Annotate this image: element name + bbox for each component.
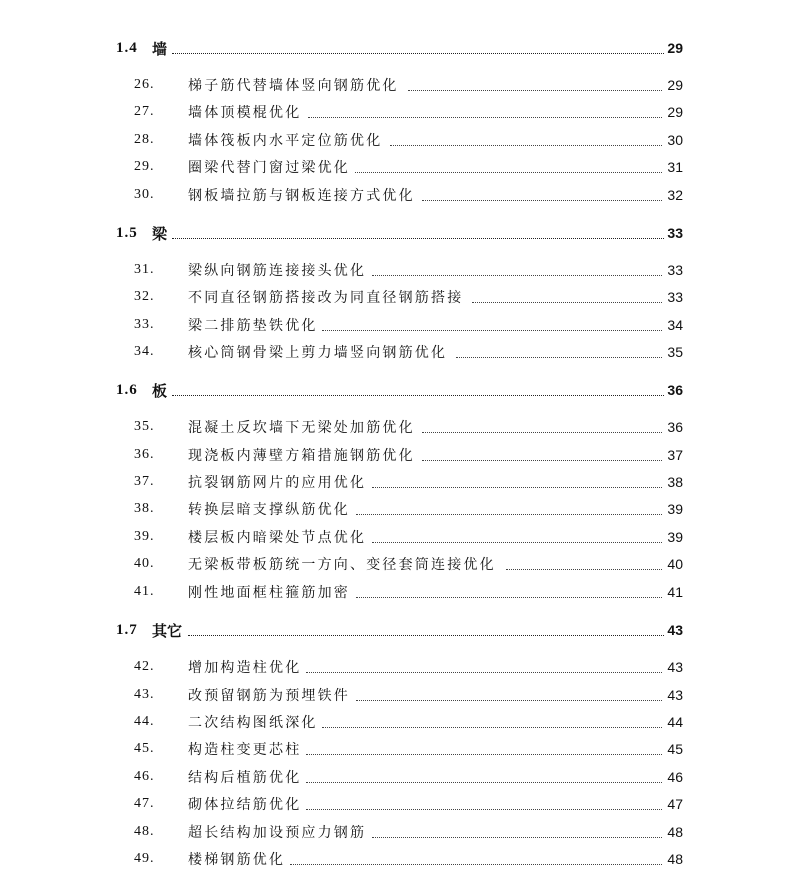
entry-number: 30. xyxy=(134,187,155,202)
dot-leader xyxy=(308,107,662,118)
toc-section-1-5[interactable] xyxy=(0,222,803,244)
section-title: 板 xyxy=(152,381,168,400)
dot-leader xyxy=(422,450,662,461)
entry-page-number: 40 xyxy=(667,556,683,572)
section-number: 1.4 xyxy=(116,39,138,56)
toc-entry[interactable] xyxy=(0,553,803,575)
dot-leader xyxy=(372,265,662,276)
toc-entry[interactable] xyxy=(0,259,803,281)
section-title: 其它 xyxy=(152,621,183,640)
entry-title: 抗裂钢筋网片的应用优化 xyxy=(188,475,367,491)
entry-page-number: 46 xyxy=(667,769,683,785)
section-title: 墙 xyxy=(152,39,168,58)
entry-page-number: 38 xyxy=(667,474,683,490)
entry-number: 36. xyxy=(134,447,155,462)
entry-page-number: 36 xyxy=(667,419,683,435)
dot-leader xyxy=(355,162,662,173)
entry-title: 构造柱变更芯柱 xyxy=(188,742,302,758)
entry-number: 43. xyxy=(134,687,155,702)
entry-page-number: 37 xyxy=(667,447,683,463)
entry-page-number: 47 xyxy=(667,796,683,812)
entry-title: 无梁板带板筋统一方向、变径套筒连接优化 xyxy=(188,557,496,573)
dot-leader xyxy=(306,662,662,673)
dot-leader xyxy=(306,799,662,810)
toc-section-1-4[interactable] xyxy=(0,37,803,59)
dot-leader xyxy=(322,320,662,331)
dot-leader xyxy=(172,228,664,239)
section-number: 1.6 xyxy=(116,381,138,398)
dot-leader xyxy=(188,625,664,636)
entry-number: 35. xyxy=(134,419,155,434)
entry-title: 楼梯钢筋优化 xyxy=(188,852,286,868)
entry-title: 超长结构加设预应力钢筋 xyxy=(188,825,367,841)
entry-number: 34. xyxy=(134,344,155,359)
entry-title: 刚性地面框柱箍筋加密 xyxy=(188,585,350,601)
entry-number: 49. xyxy=(134,851,155,866)
entry-number: 46. xyxy=(134,769,155,784)
entry-number: 31. xyxy=(134,262,155,277)
entry-number: 26. xyxy=(134,77,155,92)
entry-number: 37. xyxy=(134,474,155,489)
dot-leader xyxy=(356,690,662,701)
entry-page-number: 39 xyxy=(667,501,683,517)
entry-title: 墙体筏板内水平定位筋优化 xyxy=(188,133,383,149)
section-page-number: 29 xyxy=(667,40,683,56)
entry-title: 楼层板内暗梁处节点优化 xyxy=(188,530,367,546)
entry-title: 不同直径钢筋搭接改为同直径钢筋搭接 xyxy=(188,290,464,306)
entry-page-number: 39 xyxy=(667,529,683,545)
toc-entry[interactable] xyxy=(0,848,803,870)
toc-entry[interactable] xyxy=(0,286,803,308)
dot-leader xyxy=(356,504,662,515)
toc-entry[interactable] xyxy=(0,766,803,788)
toc-section-1-6[interactable] xyxy=(0,379,803,401)
entry-number: 32. xyxy=(134,289,155,304)
dot-leader xyxy=(390,135,662,146)
dot-leader xyxy=(322,717,662,728)
toc-entry[interactable] xyxy=(0,416,803,438)
dot-leader xyxy=(472,292,662,303)
entry-title: 梁纵向钢筋连接接头优化 xyxy=(188,263,367,279)
dot-leader xyxy=(356,587,662,598)
entry-title: 增加构造柱优化 xyxy=(188,660,302,676)
entry-page-number: 33 xyxy=(667,289,683,305)
entry-page-number: 43 xyxy=(667,687,683,703)
dot-leader xyxy=(172,43,664,54)
entry-number: 47. xyxy=(134,796,155,811)
entry-page-number: 48 xyxy=(667,824,683,840)
entry-page-number: 29 xyxy=(667,104,683,120)
entry-title: 二次结构图纸深化 xyxy=(188,715,318,731)
entry-page-number: 35 xyxy=(667,344,683,360)
dot-leader xyxy=(372,477,662,488)
entry-number: 33. xyxy=(134,317,155,332)
section-number: 1.5 xyxy=(116,224,138,241)
entry-number: 42. xyxy=(134,659,155,674)
toc-entry[interactable] xyxy=(0,498,803,520)
section-page-number: 43 xyxy=(667,622,683,638)
entry-page-number: 33 xyxy=(667,262,683,278)
dot-leader xyxy=(422,190,662,201)
dot-leader xyxy=(506,559,662,570)
section-title: 梁 xyxy=(152,224,168,243)
toc-entry[interactable] xyxy=(0,314,803,336)
entry-page-number: 32 xyxy=(667,187,683,203)
toc-entry[interactable] xyxy=(0,821,803,843)
entry-page-number: 31 xyxy=(667,159,683,175)
toc-entry[interactable] xyxy=(0,129,803,151)
entry-title: 钢板墙拉筋与钢板连接方式优化 xyxy=(188,188,415,204)
dot-leader xyxy=(372,532,662,543)
toc-entry[interactable] xyxy=(0,74,803,96)
dot-leader xyxy=(306,772,662,783)
toc-entry[interactable] xyxy=(0,444,803,466)
section-page-number: 36 xyxy=(667,382,683,398)
entry-number: 40. xyxy=(134,556,155,571)
entry-title: 现浇板内薄壁方箱措施钢筋优化 xyxy=(188,448,415,464)
section-page-number: 33 xyxy=(667,225,683,241)
entry-title: 结构后植筋优化 xyxy=(188,770,302,786)
entry-number: 44. xyxy=(134,714,155,729)
entry-page-number: 44 xyxy=(667,714,683,730)
entry-title: 改预留钢筋为预埋铁件 xyxy=(188,688,350,704)
toc-entry[interactable] xyxy=(0,101,803,123)
dot-leader xyxy=(422,422,662,433)
dot-leader xyxy=(172,385,664,396)
entry-number: 38. xyxy=(134,501,155,516)
entry-number: 45. xyxy=(134,741,155,756)
entry-page-number: 34 xyxy=(667,317,683,333)
toc-entry[interactable] xyxy=(0,656,803,678)
dot-leader xyxy=(306,744,662,755)
entry-page-number: 29 xyxy=(667,77,683,93)
entry-page-number: 43 xyxy=(667,659,683,675)
toc-entry[interactable] xyxy=(0,526,803,548)
toc-entry[interactable] xyxy=(0,341,803,363)
entry-number: 27. xyxy=(134,104,155,119)
toc-entry[interactable] xyxy=(0,738,803,760)
toc-entry[interactable] xyxy=(0,184,803,206)
entry-number: 39. xyxy=(134,529,155,544)
entry-page-number: 45 xyxy=(667,741,683,757)
entry-title: 核心筒钢骨梁上剪力墙竖向钢筋优化 xyxy=(188,345,448,361)
entry-number: 41. xyxy=(134,584,155,599)
toc-section-1-7[interactable] xyxy=(0,619,803,641)
entry-title: 转换层暗支撑纵筋优化 xyxy=(188,502,350,518)
toc-entry[interactable] xyxy=(0,156,803,178)
entry-title: 梁二排筋垫铁优化 xyxy=(188,318,318,334)
entry-number: 28. xyxy=(134,132,155,147)
toc-entry[interactable] xyxy=(0,793,803,815)
entry-title: 砌体拉结筋优化 xyxy=(188,797,302,813)
toc-entry[interactable] xyxy=(0,581,803,603)
toc-entry[interactable] xyxy=(0,684,803,706)
entry-title: 墙体顶模棍优化 xyxy=(188,105,302,121)
dot-leader xyxy=(372,827,662,838)
dot-leader xyxy=(290,854,662,865)
entry-page-number: 41 xyxy=(667,584,683,600)
entry-title: 圈梁代替门窗过梁优化 xyxy=(188,160,350,176)
entry-number: 48. xyxy=(134,824,155,839)
toc-entry[interactable] xyxy=(0,471,803,493)
section-number: 1.7 xyxy=(116,621,138,638)
entry-number: 29. xyxy=(134,159,155,174)
dot-leader xyxy=(456,347,662,358)
toc-entry[interactable] xyxy=(0,711,803,733)
entry-page-number: 48 xyxy=(667,851,683,867)
entry-page-number: 30 xyxy=(667,132,683,148)
entry-title: 梯子筋代替墙体竖向钢筋优化 xyxy=(188,78,399,94)
dot-leader xyxy=(408,80,662,91)
entry-title: 混凝土反坎墙下无梁处加筋优化 xyxy=(188,420,415,436)
